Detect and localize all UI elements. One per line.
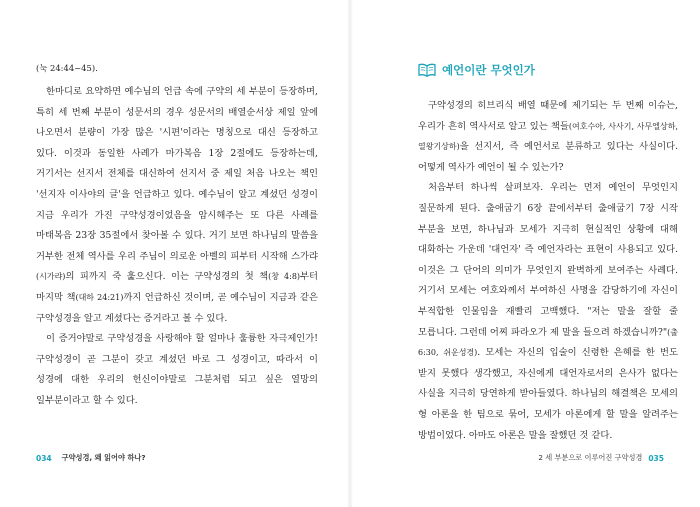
section-title: 예언이란 무엇인가 [442, 63, 535, 77]
paragraph-summary-text: 까지 언급하신 것이며, 곧 예수님이 지금과 같은 구약성경을 알고 계셨다는 증거라고 볼 수 있다. [36, 291, 318, 324]
paragraph-text: . 모세는 자신의 입술이 신령한 은혜를 한 번도 받지 못했다 생각했고, 자신에게 대언자로서의 은사가 없다는 사실을 지극히 당연하게 받아들였다. 하나님의 해결책은 모세의 형 아론을 한 팀으로 묶어, 모세가 아론에게 할 말을 알려주는 방법이었다. 아마도 아론은 말을 잘했던 것 같다. [418, 347, 679, 441]
chapter-running-title: 2 세 부분으로 이루어진 구약성경 [538, 453, 643, 462]
paragraph-text: 구약성경의 히브리식 배열 때문에 제기되는 두 번째 이슈는, 우리가 흔히 역사서로 알고 있는 책들 [418, 100, 678, 132]
paragraph-text: 을 선지서, 즉 예언서로 분류하고 있다는 사실이다. 어떻게 역사가 예언이 될 수 있는가? [418, 141, 678, 173]
paragraph-prophecy-meaning [418, 178, 678, 446]
page-number: 034 [36, 453, 52, 463]
paragraph-summary [36, 82, 318, 329]
paragraph-text: 처음부터 하나씩 살펴보자. 우리는 먼저 예언이 무엇인지 질문하게 된다. 출애굽기 6장 끝에서부터 출애굽기 7장 시작 부분을 보면, 하나님과 모세가 지극히 현실적인 상황에 대해 대화하는 가운데 '대언자' 즉 예언자라는 표현이 사용되고 있다. 이것은 그 단어의 의미가 무엇인지 완벽하게 보여주는 사례다. 거기서 모세는 여호와께서 부여하신 사명을 감당하기에 자신이 부적합한 인물임을 재빨리 고백했다. "저는 말을 잘할 줄 모릅니다. 그런데 어찌 파라오가 제 말을 들으려 하겠습니까?" [418, 182, 678, 338]
paragraph-summary-text: 부터 마지막 책 [36, 271, 319, 303]
paragraph-evidence: 이 증거야말로 구약성경을 사랑해야 할 얼마나 훌륭한 자극제인가! 구약성경이 곧 그분이 갖고 계셨던 바로 그 성경이고, 따라서 이 성경에 대한 우리의 헌신이야말로 그분처럼 되고 싶은 열망의 일부분이라고 할 수 있다. [36, 333, 318, 406]
scripture-ref: (시가랴) [36, 272, 66, 282]
running-title: 구약성경, 왜 읽어야 하나? [61, 453, 146, 462]
left-page-body [36, 60, 318, 412]
paragraph-second-issue [418, 96, 678, 178]
paragraph-summary-text: 한마디로 요약하면 예수님의 언급 속에 구약의 세 부분이 등장하며, 특히 세 번째 부분이 성문서의 경우 성문서의 배열순서상 제일 앞에 나오면서 분량이 가장 많은 '시편'이라는 명칭으로 대신 등장하고 있다. 이것과 동일한 사례가 마가복음 1장 2절에도 등장하는데, 거기서는 선지서 전체를 대신하여 선지서 중 제일 처음 나오는 책인 '선지자 이사야의 글'을 언급하고 있다. 예수님이 알고 계셨던 성경이 지금 우리가 가진 구약성경이었음을 암시해주는 또 다른 사례를 마태복음 23장 35절에서 찾아볼 수 있다. 거기 보면 하나님의 말씀을 거부한 전체 역사를 우리 주님이 의로운 아벨의 피부터 시작해 스가랴 [36, 86, 318, 262]
book-list-ref: (여호수아, 사사기, 사무엘상하, 열왕기상하) [418, 121, 678, 152]
right-page-body [418, 96, 678, 446]
section-heading [418, 61, 535, 79]
left-footer [36, 452, 146, 464]
scripture-ref: (출 6:30, 쉬운성경) [418, 327, 678, 358]
scripture-ref: (대하 24:21) [75, 292, 124, 302]
open-book-icon [418, 63, 436, 77]
right-footer [538, 452, 664, 464]
scripture-ref: (창 4:8) [268, 272, 301, 282]
paragraph-summary-text: 의 피까지 죽 훑으신다. 이는 구약성경의 첫 책 [65, 271, 269, 283]
page-number: 035 [648, 453, 664, 463]
citation-line: (눅 24:44~45). [36, 63, 98, 73]
